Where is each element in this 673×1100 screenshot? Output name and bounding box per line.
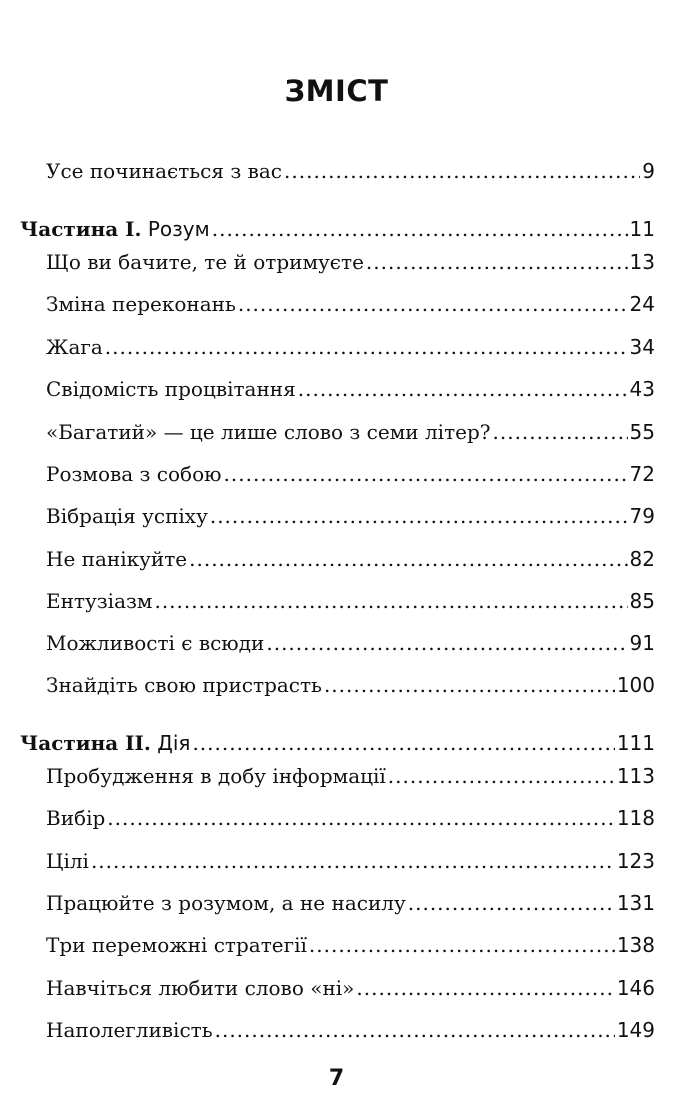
page-number: 7 (328, 1066, 345, 1091)
toc-entry (46, 290, 655, 318)
toc-entry (46, 1016, 655, 1044)
toc-leader-dots (215, 1016, 615, 1044)
toc-leader-dots (210, 502, 628, 530)
toc-part-word: Частина II. (20, 731, 151, 755)
toc-entry-page: 9 (642, 159, 655, 183)
toc-entry (46, 460, 655, 488)
toc-entry-label: Навчіться любити слово «ні» (46, 976, 355, 1000)
toc-entry-page: 113 (616, 764, 655, 788)
toc-entry (46, 974, 655, 1002)
toc-entry (46, 671, 655, 699)
toc-entry-label: Працюйте з розумом, а не насилу (46, 891, 406, 915)
toc-entry (46, 847, 655, 875)
toc-leader-dots (284, 157, 640, 185)
toc-entry-page: 118 (616, 806, 655, 830)
toc-entry (46, 545, 655, 573)
toc-entry (46, 762, 655, 790)
toc-entry-page: 11 (629, 217, 655, 241)
toc-leader-dots (388, 762, 615, 790)
toc-entry-page: 82 (629, 547, 655, 571)
toc-entry-label: Жага (46, 335, 103, 359)
page-title: ЗМІСТ (284, 74, 389, 108)
toc-entry-page: 24 (629, 292, 655, 316)
toc-entry-page: 43 (629, 377, 655, 401)
toc-entry-page: 55 (629, 420, 655, 444)
toc-leader-dots (298, 375, 628, 403)
toc-entry-page: 85 (629, 589, 655, 613)
toc-entry (46, 889, 655, 917)
toc-part-1 (20, 215, 655, 243)
toc-entry-label: Три переможні стратегії (46, 933, 307, 957)
toc-leader-dots (324, 671, 615, 699)
toc-entry-label: Вібрація успіху (46, 504, 208, 528)
toc-entry-label: Зміна переконань (46, 292, 236, 316)
toc-entry (46, 375, 655, 403)
toc-entry-label: Що ви бачите, те й отримуєте (46, 250, 364, 274)
toc-entry-label: Свідомість процвітання (46, 377, 296, 401)
toc-part-word: Частина I. (20, 217, 142, 241)
toc-entry (46, 248, 655, 276)
toc-entry (46, 587, 655, 615)
toc-entry (46, 629, 655, 657)
toc-entry-intro (46, 157, 655, 185)
toc-leader-dots (189, 545, 627, 573)
toc-entry-page: 100 (616, 673, 655, 697)
toc-entry-page: 146 (616, 976, 655, 1000)
toc-entry-page: 123 (616, 849, 655, 873)
toc-entry-label: Можливості є всюди (46, 631, 265, 655)
toc-entry (46, 418, 655, 446)
toc-part-name: Дія (157, 731, 191, 755)
toc-entry-label: Вибір (46, 806, 106, 830)
toc-leader-dots (212, 215, 628, 243)
toc-leader-dots (238, 290, 628, 318)
toc-leader-dots (356, 974, 614, 1002)
toc-entry-label: Розмова з собою (46, 462, 222, 486)
toc-leader-dots (105, 333, 628, 361)
toc-leader-dots (192, 729, 614, 757)
toc-entry (46, 804, 655, 832)
toc-entry-label: Ентузіазм (46, 589, 153, 613)
toc-leader-dots (309, 931, 615, 959)
toc-leader-dots (366, 248, 628, 276)
toc-entry-page: 149 (616, 1018, 655, 1042)
toc-entry-label: Пробудження в добу інформації (46, 764, 386, 788)
toc-entry-page: 138 (616, 933, 655, 957)
toc-entry-page: 91 (629, 631, 655, 655)
toc-entry (46, 502, 655, 530)
toc-leader-dots (154, 587, 627, 615)
toc-entry-label: Цілі (46, 849, 89, 873)
toc-entry-label: Наполегливість (46, 1018, 213, 1042)
toc-entry-page: 79 (629, 504, 655, 528)
toc-entry-label: Усе починається з вас (46, 159, 283, 183)
toc-entry (46, 931, 655, 959)
toc-leader-dots (266, 629, 627, 657)
toc-leader-dots (224, 460, 628, 488)
toc-entry-page: 13 (629, 250, 655, 274)
toc-entry-label: Знайдіть свою пристрасть (46, 673, 322, 697)
toc-leader-dots (91, 847, 615, 875)
toc-entry-label: Не панікуйте (46, 547, 188, 571)
toc-entry (46, 333, 655, 361)
toc-entry-label: «Багатий» — це лише слово з семи літер? (46, 420, 491, 444)
toc-entry-page: 131 (616, 891, 655, 915)
toc-entry-page: 111 (616, 731, 655, 755)
toc-part-2 (20, 729, 655, 757)
toc-leader-dots (493, 418, 628, 446)
toc-leader-dots (408, 889, 615, 917)
toc-part-name: Розум (147, 217, 210, 241)
toc-entry-page: 72 (629, 462, 655, 486)
toc-leader-dots (107, 804, 615, 832)
toc-entry-page: 34 (629, 335, 655, 359)
